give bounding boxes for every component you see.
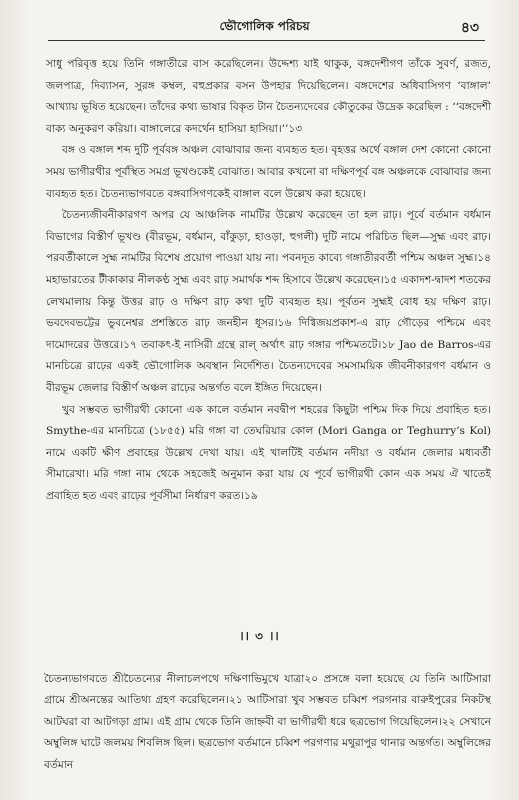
paragraph: চৈতন্যজীবনীকারগণ অপর যে আঞ্চলিক নামটির উল্লেখ করেছেন তা হল রাঢ়। পূর্বে বর্তমান বর্ধমান বিভাগের বিস্তীর্ণ ভূখণ্ড (বীরভূম, বর্ধমান, বাঁকুড়া, হাওড়া, হুগলী) দুটি নামে পরিচিত ছিল—সুহ্ম এবং রাঢ়। পরবর্তীকালে সুহ্ম নামটির বিশেষ প্রয়োগ পাওয়া যায় না। পবনদূত কাব্যে গঙ্গাতীরবর্তী পশ্চিম অঞ্চল সুহ্ম।১৪ মহাভারতের টীকাকার নীলকণ্ঠ সুহ্ম এবং রাঢ় সমার্থক শব্দ হিসাবে উল্লেখ করেছেন।১৫ একাদশ-দ্বাদশ শতকের লেখমালায় কিন্তু উত্তর রাঢ় ও দক্ষিণ রাঢ় কথা দুটি ব্যবহৃত হয়। পূর্বতন সুহ্মই বোধ হয় দক্ষিণ রাঢ়। ভবদেবভট্টের ভুবনেশ্বর প্রশস্তিতে রাঢ় জনহীন ধূসর।১৬ দিগ্বিজয়প্রকাশ-এ রাঢ় গৌড়ের পশ্চিমে এবং দামোদরের উত্তরে।১৭ তবাকৎ-ই নাসিরী গ্রন্থে রাল্ অর্থাৎ রাঢ় গঙ্গার পশ্চিমতটে।১৮ Jao de Barros-এর মানচিত্রে রাঢ়ের একই ভৌগোলিক অবস্থান নির্দেশিত। চৈতন্যদেবের সমসাময়িক জীবনীকারগণ বর্ধমান ও বীরভূম জেলার বিস্তীর্ণ অঞ্চল রাঢ়ের অন্তর্গত বলে ইঙ্গিত দিয়েছেন। — [46, 209, 491, 394]
header-rule — [48, 40, 485, 41]
running-title: ভৌগোলিক পরিচয় — [219, 19, 310, 33]
paragraph: বঙ্গ ও বঙ্গাল শব্দ দুটি পূর্ববঙ্গ অঞ্চল বোঝাবার জন্য ব্যবহৃত হত। বৃহত্তর অর্থে বঙ্গাল দেশ কোনো কোনো সময় ভাগীরথীর পূর্বস্থিত সমগ্র ভূখণ্ডকেই বোঝাত। আবার কখনো বা দক্ষিণপূর্ব বঙ্গ অঞ্চলকে বোঝাবার জন্য ব্যবহৃত হত। চৈতন্যভাগবতে বঙ্গবাসিগণকেই বাঙ্গাল বলে উল্লেখ করা হয়েছে। — [46, 144, 491, 200]
main-text — [46, 54, 491, 507]
page-number: ৪৩ — [460, 20, 479, 36]
running-header — [50, 14, 479, 38]
section-heading: ।। ৩ ।। — [239, 629, 280, 643]
paragraph: চৈতন্যভাগবতে শ্রীচৈতন্যের নীলাচলপথে দক্ষিণাভিমুখে যাত্রা২০ প্রসঙ্গে বলা হয়েছে যে তিনি আটিসারা গ্রামে শ্রীঅনন্তের আতিথ্য গ্রহণ করেছিলেন।২১ আটিসারা খুব সম্ভবত চব্বিশ পরগনার বারুইপুরের নিকটস্থ আটঘরা বা আটগড়া গ্রাম। এই গ্রাম থেকে তিনি জাহ্নবী বা ভাগীরথী ধরে ছত্রভোগ গিয়েছিলেন।২২ সেখানে অম্বুলিঙ্গ ঘাটে জলময় শিবলিঙ্গ ছিল। ছত্রভোগ বর্তমানে চব্বিশ পরগণার মথুরাপুর থানার অন্তর্গত। অম্বুলিঙ্গের বর্তমান — [44, 672, 491, 771]
section-text — [44, 658, 491, 787]
paragraph: খুব সম্ভবত ভাগীরথী কোনো এক কালে বর্তমান নবদ্বীপ শহরের কিছুটা পশ্চিম দিক দিয়ে প্রবাহিত হত। Smythe-এর মানচিত্রে (১৮৫৫) মরি গঙ্গা বা তেঘরিয়ার কোল (Mori Ganga or Teghurry’s Kol) নামে একটি ক্ষীণ প্রবাহের উল্লেখ দেখা যায়। এই খালটিই বর্তমান নদীয়া ও বর্ধমান জেলার মধ্যবর্তী সীমারেখা। মরি গঙ্গা নাম থেকে সহজেই অনুমান করা যায় যে পূর্বে ভাগীরথী কোন এক সময় ঐ খাতেই প্রবাহিত হত এবং রাঢ়ের পূর্বসীমা নির্ধারণ করত।১৯ — [46, 403, 491, 502]
paragraph: সাধু পরিবৃত্ত হয়ে তিনি গঙ্গাতীরে বাস করেছিলেন। উদ্দেশ্য যাই থাকুক, বঙ্গদেশীগণ তাঁকে সুবর্ণ, রজত, জলপাত্র, দিব্যাসন, সুরঙ্গ কম্বল, বহুপ্রকার বসন উপহার দিয়েছিলেন। বঙ্গদেশের অধিবাসিগণ ‘বাঙ্গাল’ আখ্যায় ভূষিত হয়েছেন। তাঁদের কথ্য ভাষার বিকৃত টান চৈতন্যদেবের কৌতুকের উদ্রেক করেছিল : ‘‘বঙ্গদেশী বাক্য অনুকরণ করিয়া। বাঙ্গালেরে কদর্থেন হাসিয়া হাসিয়া।’’১৩ — [46, 58, 492, 135]
